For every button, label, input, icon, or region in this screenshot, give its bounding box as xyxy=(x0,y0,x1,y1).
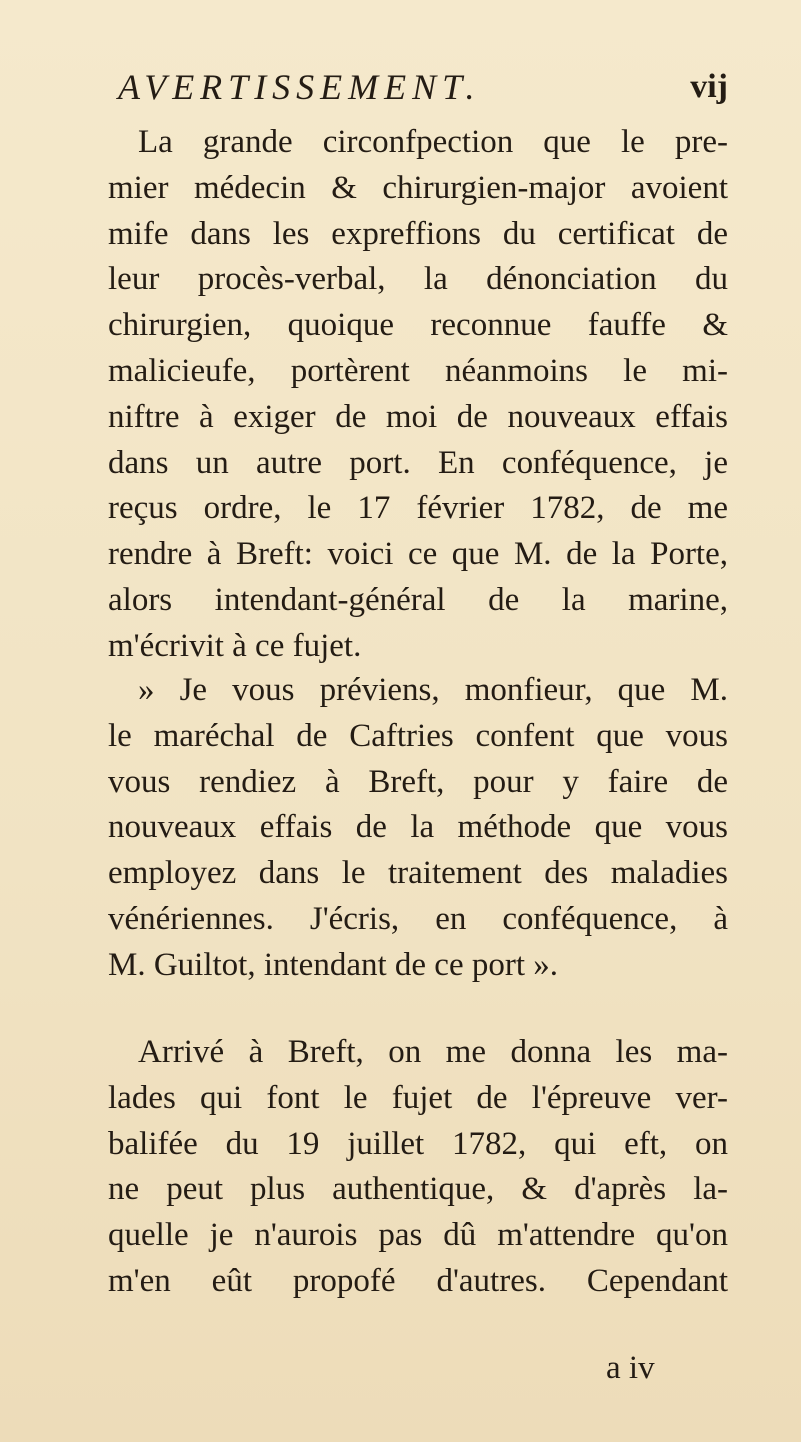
text-line: reçus ordre, le 17 février 1782, de me xyxy=(108,490,728,527)
text-line: » Je vous préviens, monfieur, que M. xyxy=(138,672,728,708)
page-number: vij xyxy=(690,68,728,105)
text-line: mife dans les expreffions du certificat de xyxy=(108,215,728,252)
text-line: vous rendiez à Breft, pour y faire de xyxy=(108,763,728,800)
text-line: nouveaux effais de la méthode que vous xyxy=(108,809,728,846)
text-line: dans un autre port. En conféquence, je xyxy=(108,444,728,481)
paragraph-3 xyxy=(108,1030,728,1305)
text-line: m'en eût propofé d'autres. Cependant xyxy=(108,1262,728,1299)
text-line: malicieufe, portèrent néanmoins le mi- xyxy=(108,352,728,389)
text-line: employez dans le traitement des maladies xyxy=(108,855,728,892)
text-line: rendre à Breft: voici ce que M. de la Porte, xyxy=(108,536,728,573)
text-line: le maréchal de Caftries confent que vous xyxy=(108,717,728,754)
text-line: mier médecin & chirurgien-major avoient xyxy=(108,169,728,206)
text-line: balifée du 19 juillet 1782, qui eft, on xyxy=(108,1125,728,1162)
text-line: lades qui font le fujet de l'épreuve ver- xyxy=(108,1079,728,1116)
text-line: niftre à exiger de moi de nouveaux effais xyxy=(108,398,728,435)
text-line: alors intendant-général de la marine, xyxy=(108,581,728,618)
text-line: M. Guiltot, intendant de ce port ». xyxy=(108,946,558,983)
text-line: ne peut plus authentique, & d'après la- xyxy=(108,1171,728,1208)
text-line: La grande circonfpection que le pre- xyxy=(138,124,728,160)
page-header xyxy=(118,66,728,110)
text-line: m'écrivit à ce fujet. xyxy=(108,627,362,664)
text-line: quelle je n'aurois pas dû m'attendre qu'on xyxy=(108,1217,728,1254)
paragraph-2 xyxy=(108,668,728,989)
text-line: vénériennes. J'écris, en conféquence, à xyxy=(108,900,728,937)
text-line: leur procès-verbal, la dénonciation du xyxy=(108,261,728,298)
signature-mark: a iv xyxy=(606,1350,655,1386)
running-title: AVERTISSEMENT. xyxy=(118,67,481,107)
text-line: Arrivé à Breft, on me donna les ma- xyxy=(138,1034,728,1070)
text-line: chirurgien, quoique reconnue fauffe & xyxy=(108,307,728,344)
paragraph-1 xyxy=(108,120,728,670)
